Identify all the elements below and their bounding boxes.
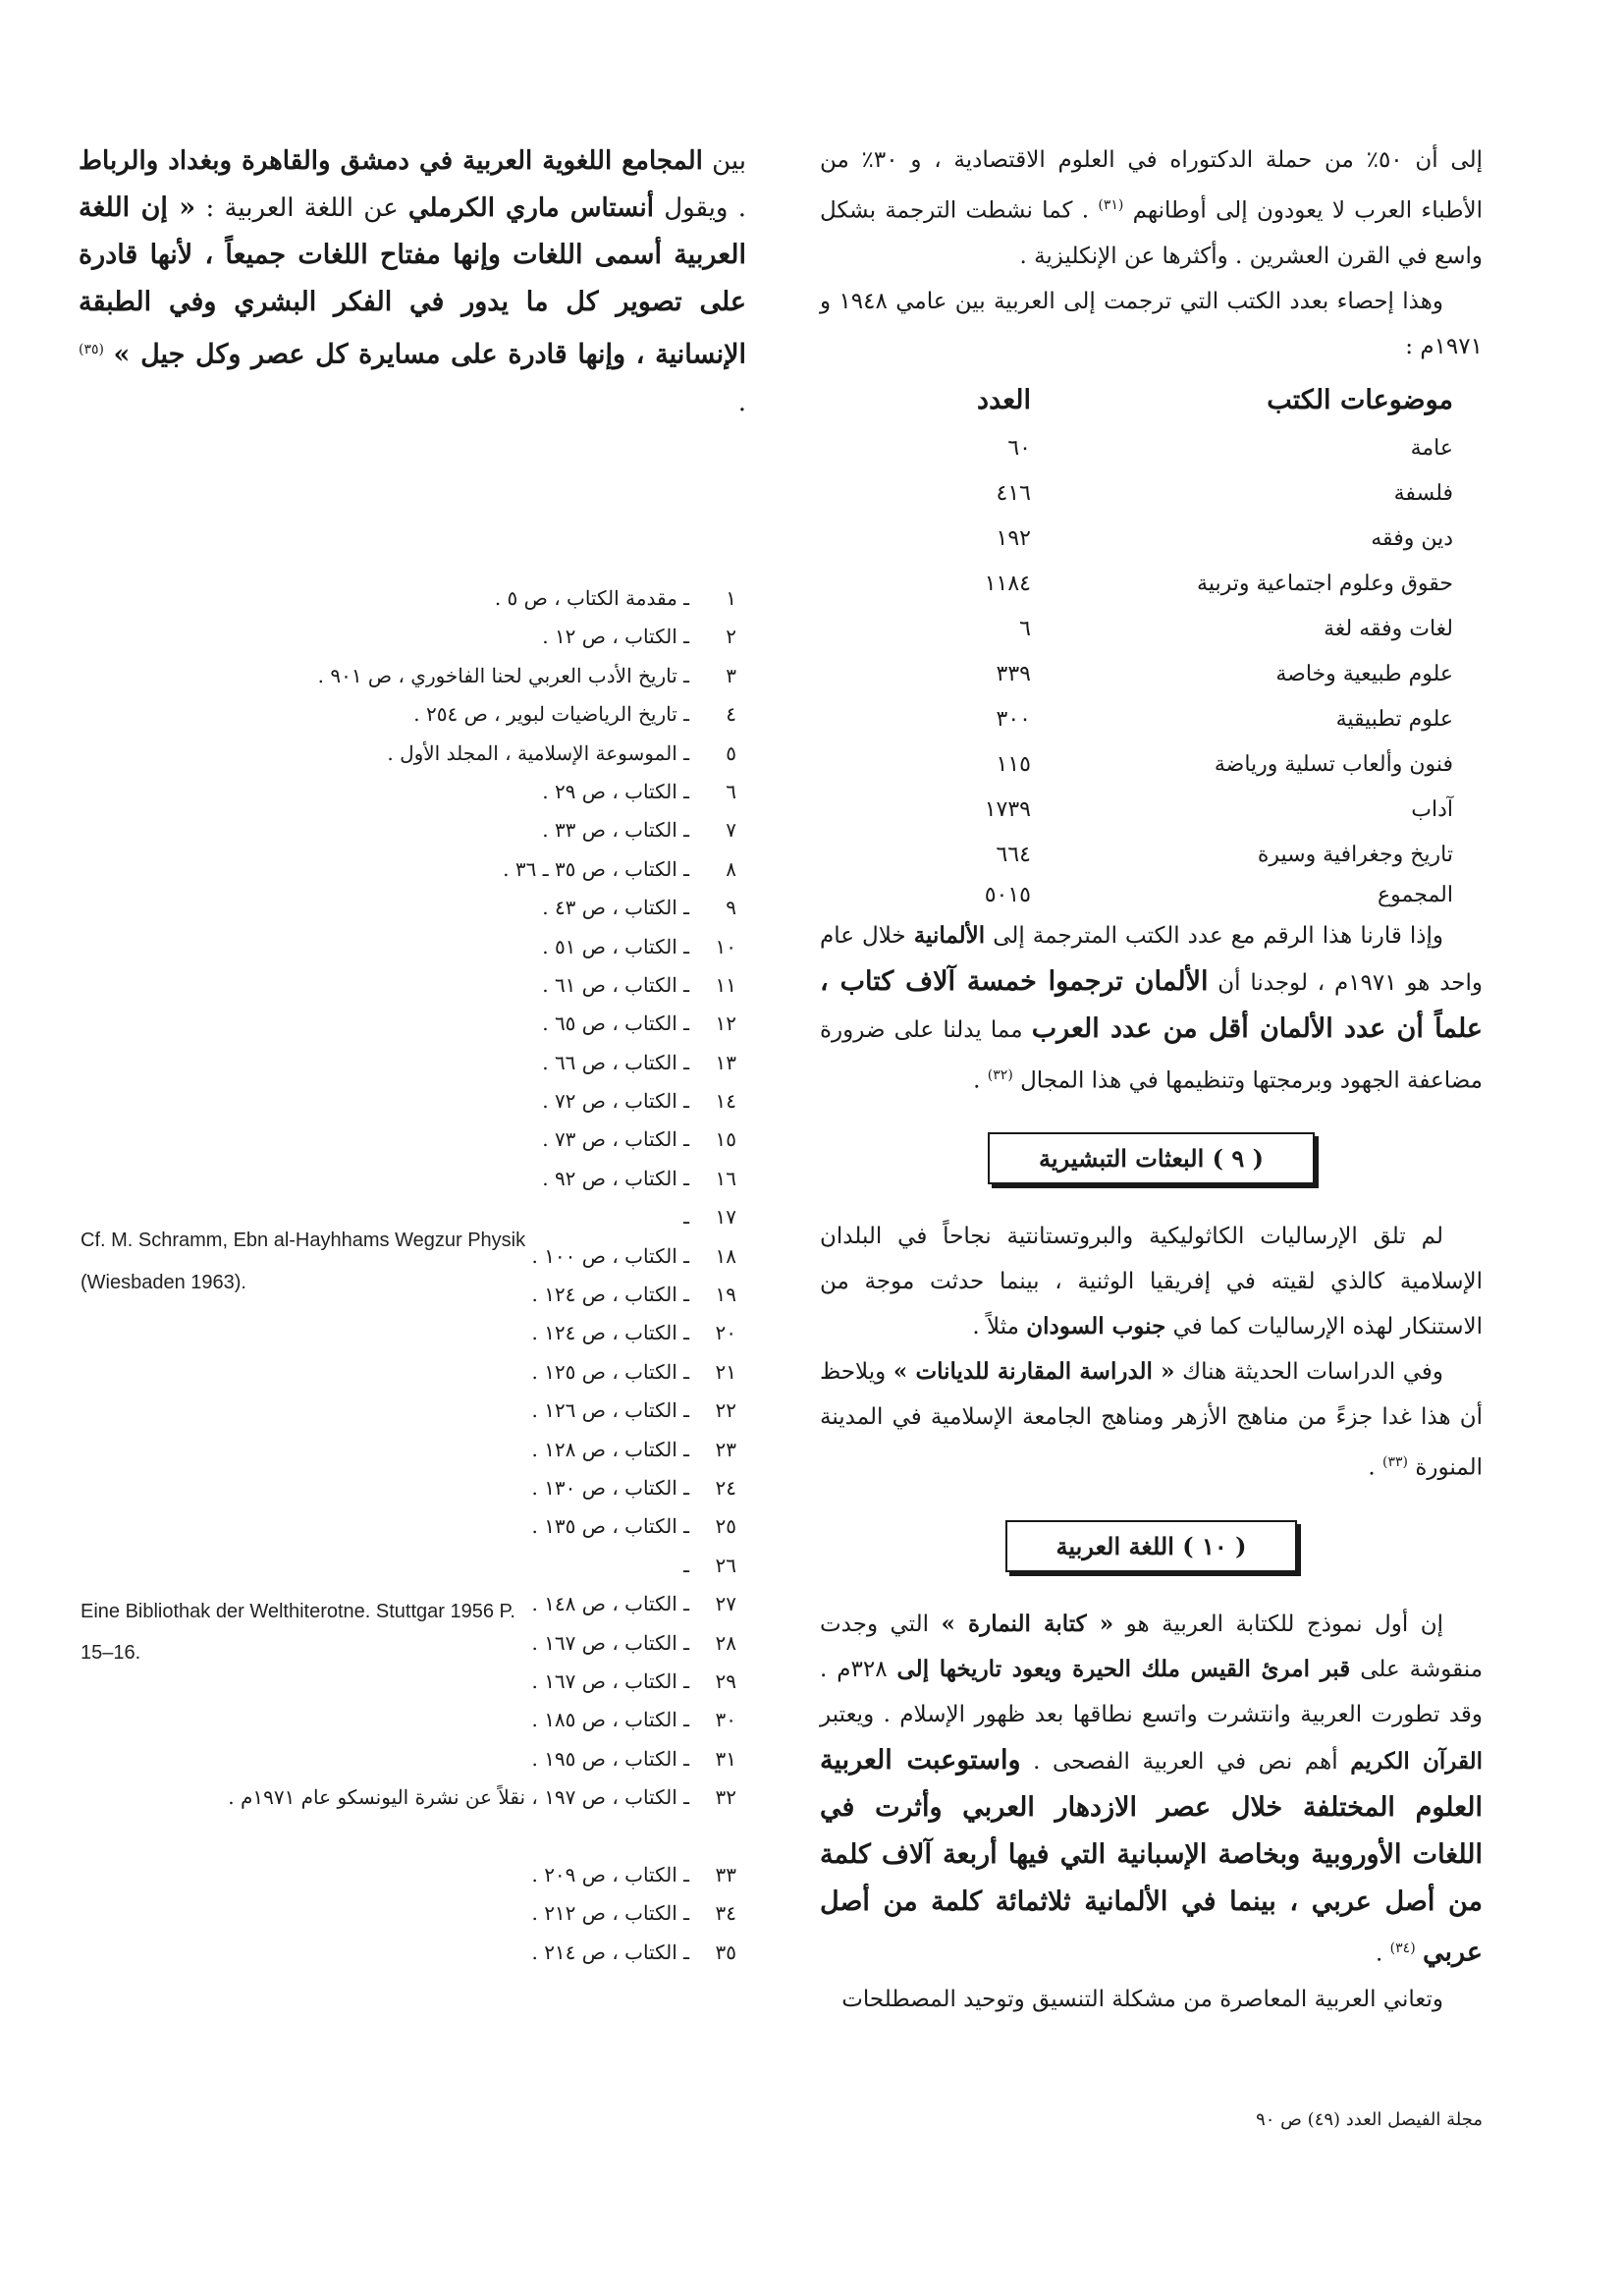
footnote: ١٠ ـ الكتاب ، ص ٥١ . [542,934,736,958]
footnote: ٧ ـ الكتاب ، ص ٣٣ . [542,818,736,843]
footnote: ١٣ ـ الكتاب ، ص ٦٦ . [542,1050,736,1074]
footnote: ١ ـ مقدمة الكتاب ، ص ٥ . [494,586,736,610]
section-heading-wrap [820,1132,1483,1184]
footnote: ٢٩ ـ الكتاب ، ص ١٦٧ . [531,1668,736,1693]
footnote: ٣٢ ـ الكتاب ، ص ١٩٧ ، نقلاً عن نشرة اليونسكو عام ١٩٧١م . [228,1785,736,1810]
table-row: آداب ١٧٣٩ [984,797,1453,823]
footnote: ٢٤ ـ الكتاب ، ص ١٣٠ . [531,1475,736,1500]
table-row: حقوق وعلوم اجتماعية وتربية ١١٨٤ [984,572,1453,597]
table-row: فنون وألعاب تسلية ورياضة ١١٥ [996,752,1453,778]
page-footer: مجلة الفيصل العدد (٤٩) ص ٩٠ [1256,2109,1483,2130]
footnote-ref: (٣٤) [1389,1940,1416,1956]
latin-reference: 15–16. [81,1642,141,1664]
footnote: ٤ ـ تاريخ الرياضيات لبوير ، ص ٢٥٤ . [413,702,736,727]
paragraph: إلى أن ٥٠٪ من حملة الدكتوراه في العلوم الاقتصادية ، و ٣٠٪ من الأطباء العرب لا يعودون إلى أوطانهم $^{(٣١)}$ . كما نشطت الترجمة بشكل واسع في القرن العشرين . وأكثرها عن الإنكليزية . [820,147,1484,269]
footnote: ٦ ـ الكتاب ، ص ٢٩ . [542,779,736,803]
footnote: ٢٧ ـ الكتاب ، ص ١٤٨ . [531,1592,736,1616]
footnote: ١٢ ـ الكتاب ، ص ٦٥ . [542,1011,736,1036]
footnote: ١٥ ـ الكتاب ، ص ٧٣ . [542,1127,736,1152]
footnote: ٣ ـ تاريخ الأدب العربي لحنا الفاخوري ، ص ٩٠١ . [317,663,736,687]
footnote: ٣٥ ـ الكتاب ، ص ٢١٤ . [531,1940,736,1964]
latin-reference: Cf. M. Schramm, Ebn al-Hayhhams Wegzur Physik [81,1230,526,1251]
right-column [820,137,1483,2022]
footnote-ref: (٣٥) [79,342,104,357]
table-row: عامة ٦٠ [1007,436,1453,462]
footnote: ١٤ ـ الكتاب ، ص ٧٢ . [542,1089,736,1114]
footnote: ٣٣ ـ الكتاب ، ص ٢٠٩ . [531,1862,736,1886]
paragraph: بين المجامع اللغوية العربية في دمشق والقاهرة وبغداد والرباط . ويقول أنستاس ماري الكرملي عن اللغة العربية : « إن اللغة العربية أسمى اللغات وإنها مفتاح اللغات جميعاً ، لأنها قادرة على تصوير كل ما يدور في الفكر البشري وفي الطبقة الإنسانية ، وإنها قادرة على مسايرة كل عصر وكل جيل » $^{(٣٥)}$ . [79,146,747,417]
header-count: العدد [977,385,1031,416]
footnote: ٢١ ـ الكتاب ، ص ١٢٥ . [531,1359,736,1384]
header-topic: موضوعات الكتب [1267,385,1453,416]
table-row: لغات وفقه لغة ٦ [1019,617,1453,642]
section-heading-wrap [820,1520,1483,1572]
section-heading: ( ١٠ ) اللغة العربية [1005,1520,1298,1572]
footnote: ٢٠ ـ الكتاب ، ص ١٢٤ . [531,1321,736,1345]
footnote: ٢ ـ الكتاب ، ص ١٢ . [542,625,736,649]
table-row: علوم تطبيقية ٣٠٠ [996,707,1453,733]
footnote: ٨ ـ الكتاب ، ص ٣٥ ـ ٣٦ . [503,856,736,881]
footnote: ١١ ـ الكتاب ، ص ٦١ . [542,972,736,997]
table-row: علوم طبيعية وخاصة ٣٣٩ [996,662,1453,687]
table-row: تاريخ وجغرافية وسيرة ٦٦٤ [996,843,1453,868]
table-body [943,426,1453,913]
footnote: ٣٠ ـ الكتاب ، ص ١٨٥ . [531,1708,736,1732]
table-row-total: المجموع ٥٠١٥ [984,883,1453,908]
footnote: ١٩ ـ الكتاب ، ص ١٢٤ . [531,1283,736,1307]
footnote: ٩ ـ الكتاب ، ص ٤٣ . [542,896,736,920]
section-heading: ( ٩ ) البعثات التبشيرية [988,1132,1315,1184]
footnote: ١٦ ـ الكتاب ، ص ٩٢ . [542,1166,736,1190]
footnote-ref: (٣٢) [987,1066,1013,1083]
table-row: دين وفقه ١٩٢ [996,526,1453,552]
footnote: ٢٨ ـ الكتاب ، ص ١٦٧ . [531,1630,736,1655]
footnote: ١٧ ـ [683,1205,736,1230]
footnote-ref: (٣١) [1098,197,1124,213]
translations-table [943,375,1453,913]
footnote: ٥ ـ الموسوعة الإسلامية ، المجلد الأول . [387,740,736,765]
footnote: ١٨ ـ الكتاب ، ص ١٠٠ . [531,1243,736,1268]
footnote: ٣١ ـ الكتاب ، ص ١٩٥ . [531,1746,736,1771]
left-column [79,137,746,426]
footnote: ٢٥ ـ الكتاب ، ص ١٣٥ . [531,1514,736,1539]
paragraph: وإذا قارنا هذا الرقم مع عدد الكتب المترجمة إلى الألمانية خلال عام واحد هو ١٩٧١م ، لوجدنا أن الألمان ترجموا خمسة آلاف كتاب ، علماً أن عدد الألمان أقل من عدد العرب مما يدلنا على ضرورة مضاعفة الجهود وبرمجتها وتنظيمها في هذا المجال $^{(٣٢)}$ . [820,921,1484,1094]
paragraph: لم تلق الإرساليات الكاثوليكية والبروتستانتية نجاحاً في البلدان الإسلامية كالذي لقيته في إفريقيا الوثنية ، بينما حدثت موجة من الاستنكار لهذه الإرساليات كما في جنوب السودان مثلاً . [820,1224,1483,1340]
table-header [943,375,1453,426]
footnote: ٢٦ ـ [683,1553,736,1577]
paragraph: وهذا إحصاء بعدد الكتب التي ترجمت إلى العربية بين عامي ١٩٤٨ و ١٩٧١م : [820,288,1483,359]
footnote-ref: (٣٣) [1382,1454,1408,1471]
latin-reference: Eine Bibliothak der Welthiterotne. Stuttgar 1956 P. [81,1601,515,1622]
footnote: ٣٤ ـ الكتاب ، ص ٢١٢ . [531,1901,736,1926]
latin-reference: (Wiesbaden 1963). [81,1272,246,1293]
paragraph: إن أول نموذج للكتابة العربية هو « كتابة النمارة » التي وجدت منقوشة على قبر امرئ القيس ملك الحيرة ويعود تاريخها إلى ٣٢٨م . وقد تطورت العربية وانتشرت واتسع نطاقها بعد ظهور الإسلام . ويعتبر القرآن الكريم أهم نص في العربية الفصحى . واستوعبت العربية العلوم المختلفة خلال عصر الازدهار العربي وأثرت في اللغات الأوروبية وبخاصة الإسبانية التي فيها أربعة آلاف كلمة من أصل عربي ، بينما في الألمانية ثلاثمائة كلمة من أصل عربي $^{(٣٤)}$ . [820,1610,1484,1968]
paragraph: وفي الدراسات الحديثة هناك « الدراسة المقارنة للديانات » ويلاحظ أن هذا غدا جزءً من مناهج الأزهر ومناهج الجامعة الإسلامية في المدينة المنورة $^{(٣٣)}$ . [820,1358,1483,1481]
footnote: ٢٣ ـ الكتاب ، ص ١٢٨ . [531,1437,736,1461]
quote: « إن اللغة العربية أسمى اللغات وإنها مفتاح اللغات جميعاً ، لأنها قادرة على تصوير كل ما يدور في الفكر البشري وفي الطبقة الإنسانية ، وإنها قادرة على مسايرة كل عصر وكل جيل » [79,192,747,370]
paragraph: وتعاني العربية المعاصرة من مشكلة التنسيق وتوحيد المصطلحات [841,1986,1443,2012]
table-row: فلسفة ٤١٦ [996,481,1453,507]
footnote: ٢٢ ـ الكتاب ، ص ١٢٦ . [531,1398,736,1423]
